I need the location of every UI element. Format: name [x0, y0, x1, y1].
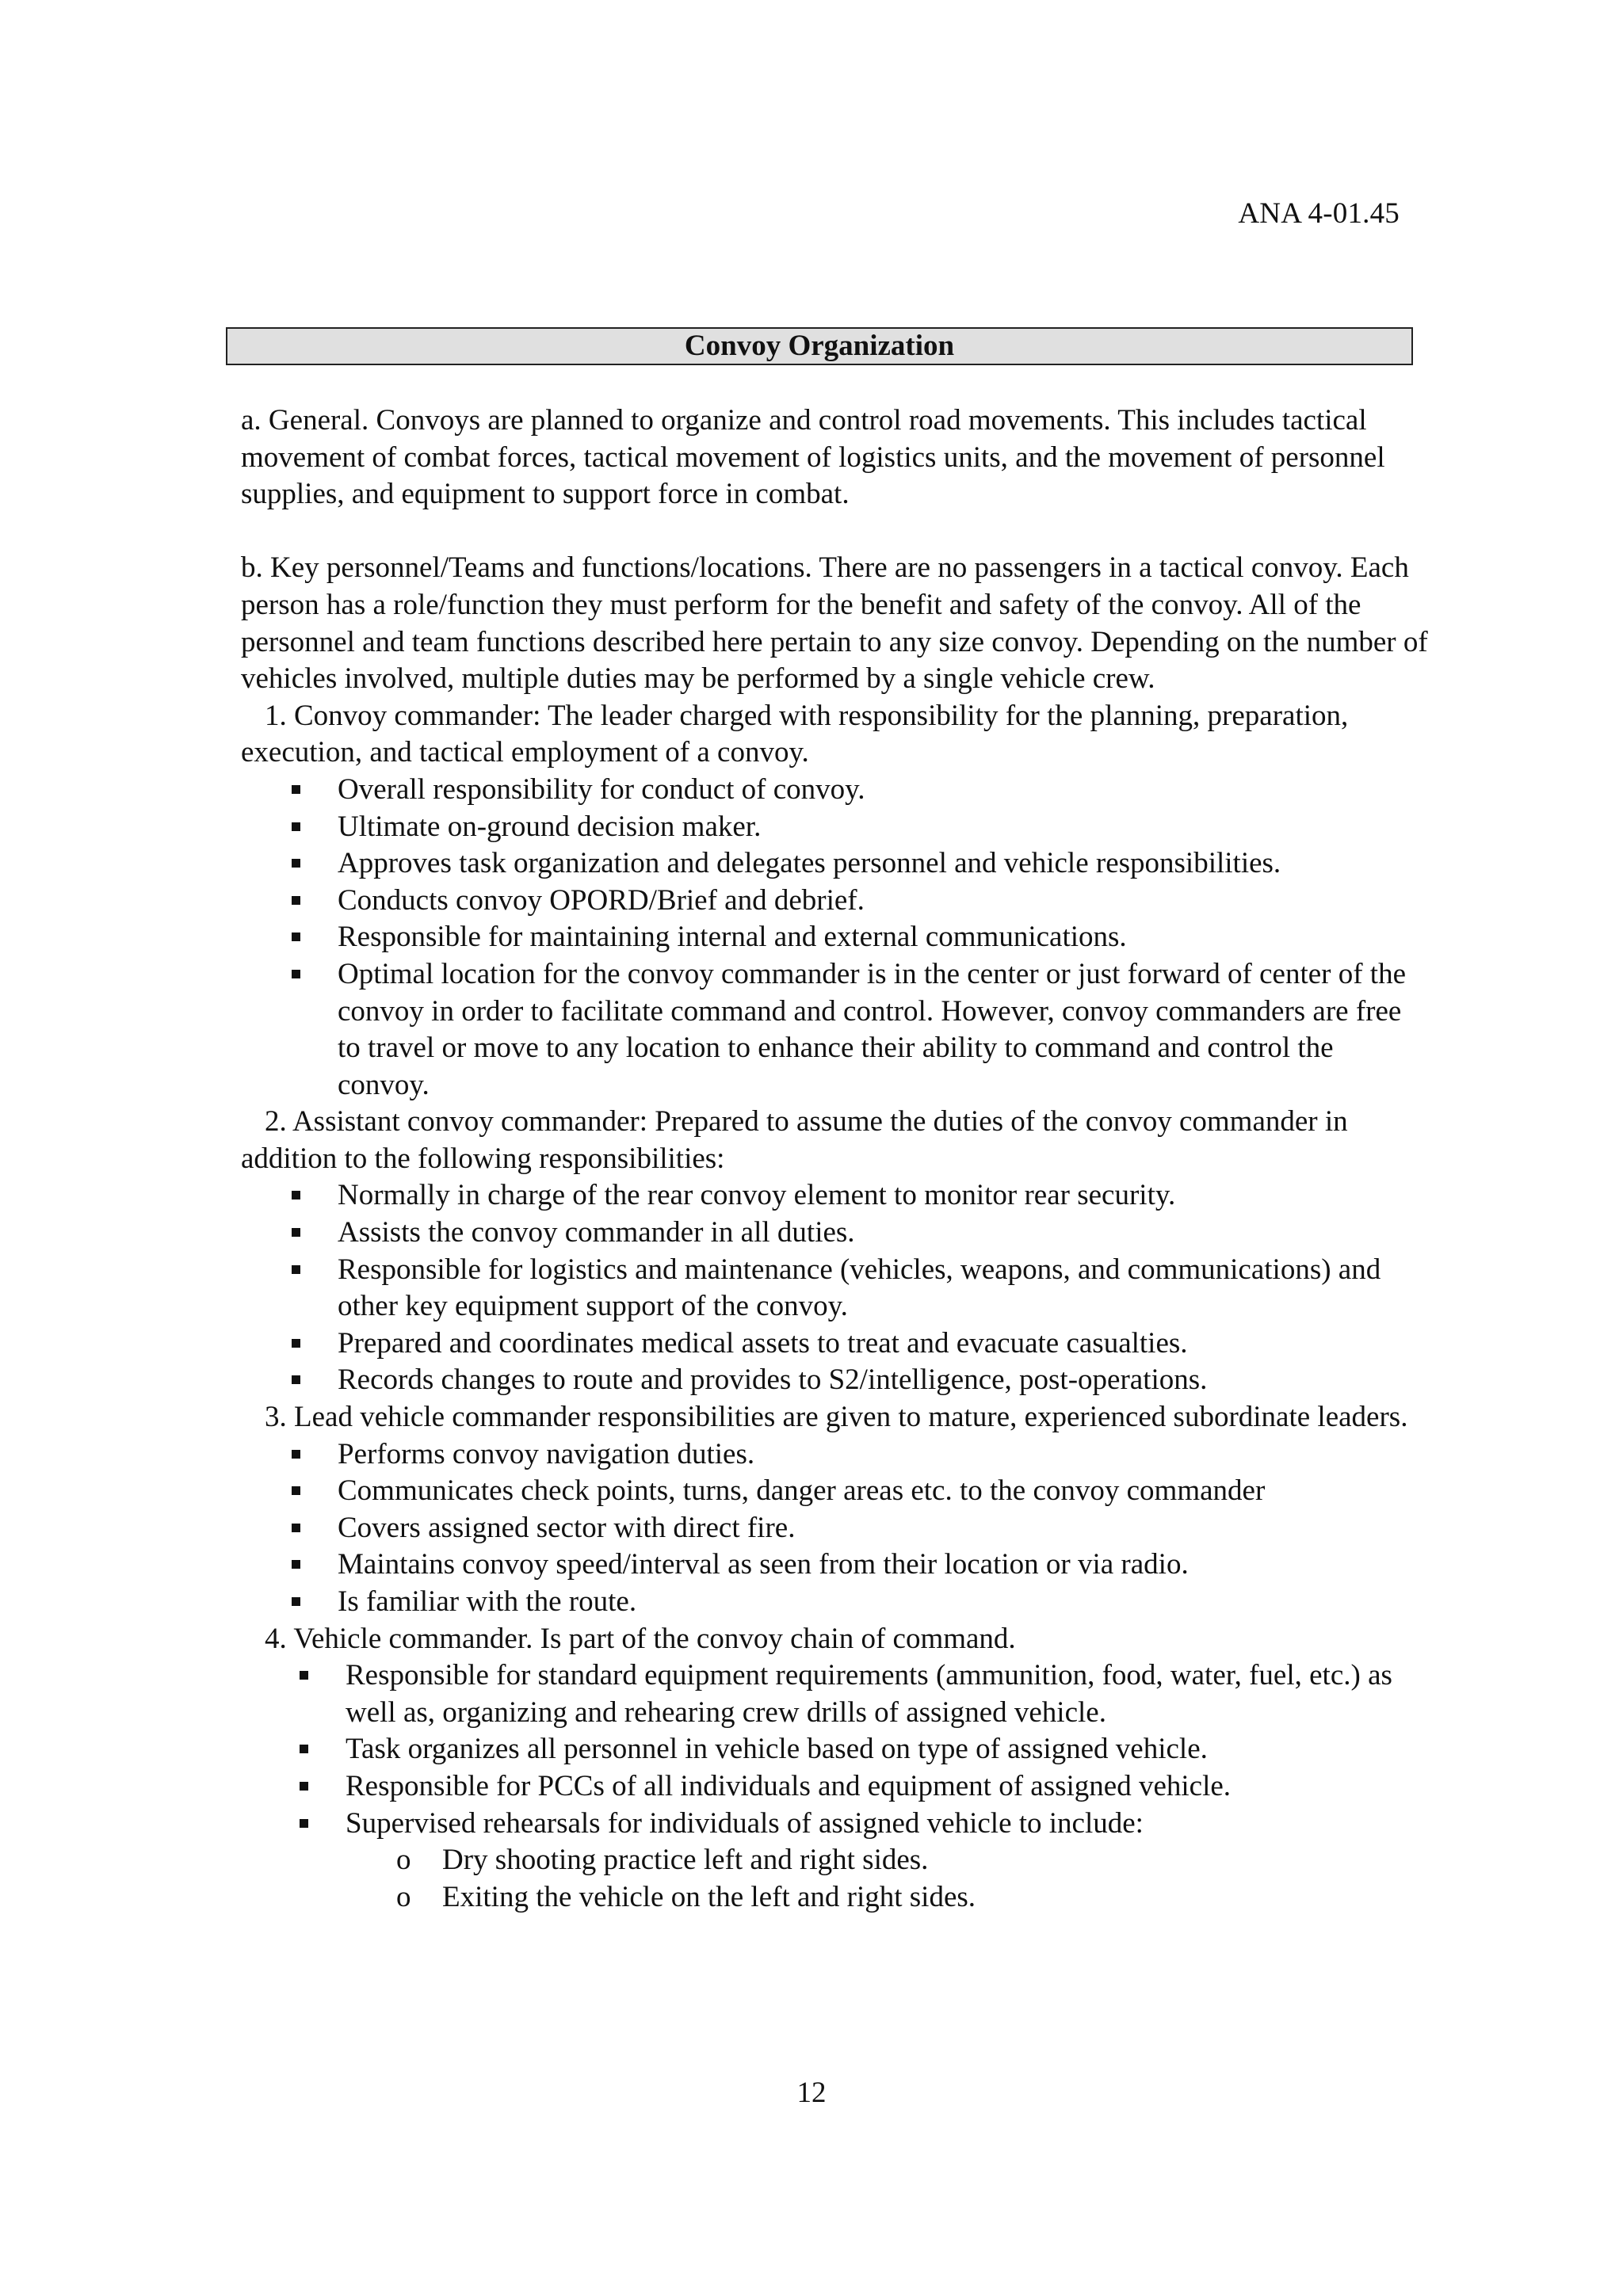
list-item: Assists the convoy commander in all duties.	[241, 1215, 1430, 1252]
paragraph-key-personnel: b. Key personnel/Teams and functions/locations. There are no passengers in a tactical convoy. Each person has a role/function they must perform for the benefit and safety of the convoy. All of the personnel and team functions described here pertain to any size convoy. Depending on the number of vehicles involved, multiple duties may be performed by a single vehicle crew.	[241, 551, 1428, 696]
list-item: Responsible for standard equipment requirements (ammunition, food, water, fuel, etc.) as well as, organizing and rehearing crew drills of assigned vehicle.	[241, 1657, 1430, 1731]
list-item: Ultimate on-ground decision maker.	[241, 809, 1430, 846]
paragraph-general: a. General. Convoys are planned to organize and control road movements. This includes tactical movement of combat forces, tactical movement of logistics units, and the movement of personnel supplies, and equipment to support force in combat.	[241, 404, 1385, 511]
convoy-commander-bullets	[241, 772, 1430, 1104]
item-convoy-commander-heading: 1. Convoy commander: The leader charged with responsibility for the planning, preparation, execution, and tactical employment of a convoy.	[241, 699, 1349, 769]
sub-list-item: o Dry shooting practice left and right sides.	[241, 1842, 1430, 1879]
list-item: Performs convoy navigation duties.	[241, 1436, 1430, 1474]
list-item: Maintains convoy speed/interval as seen from their location or via radio.	[241, 1547, 1430, 1584]
list-item: Records changes to route and provides to S2/intelligence, post-operations.	[241, 1362, 1430, 1399]
list-item: Is familiar with the route.	[241, 1584, 1430, 1621]
list-item: Responsible for maintaining internal and external communications.	[241, 919, 1430, 956]
list-item: Approves task organization and delegates personnel and vehicle responsibilities.	[241, 845, 1430, 883]
list-item: Overall responsibility for conduct of convoy.	[241, 772, 1430, 809]
page-number: 12	[796, 2077, 827, 2109]
list-item: Responsible for PCCs of all individuals and equipment of assigned vehicle.	[241, 1768, 1430, 1806]
list-item: Prepared and coordinates medical assets to treat and evacuate casualties.	[241, 1325, 1430, 1363]
list-item: Normally in charge of the rear convoy element to monitor rear security.	[241, 1177, 1430, 1215]
document-body	[241, 402, 1430, 1916]
item-assistant-convoy-commander-heading: 2. Assistant convoy commander: Prepared to assume the duties of the convoy commander in addition to the following responsibilities:	[241, 1105, 1348, 1175]
sub-list-item: o Exiting the vehicle on the left and right sides.	[241, 1879, 1430, 1917]
rehearsal-sub-bullets	[241, 1842, 1430, 1916]
document-code: ANA 4-01.45	[1238, 197, 1400, 230]
list-item: Supervised rehearsals for individuals of assigned vehicle to include:	[241, 1806, 1430, 1843]
list-item: Covers assigned sector with direct fire.	[241, 1510, 1430, 1547]
paragraph-spacer	[241, 513, 1430, 551]
item-lead-vehicle-commander-heading: 3. Lead vehicle commander responsibilities are given to mature, experienced subordinate leaders.	[265, 1401, 1408, 1434]
list-item: Optimal location for the convoy commander is in the center or just forward of center of the convoy in order to facilitate command and control. However, convoy commanders are free to travel or move to any location to enhance their ability to command and control the convoy.	[241, 956, 1430, 1104]
vehicle-commander-bullets	[241, 1657, 1430, 1842]
list-item: Task organizes all personnel in vehicle based on type of assigned vehicle.	[241, 1731, 1430, 1768]
section-title: Convoy Organization	[226, 327, 1413, 365]
lead-vehicle-commander-bullets	[241, 1436, 1430, 1621]
assistant-convoy-commander-bullets	[241, 1177, 1430, 1399]
item-vehicle-commander-heading: 4. Vehicle commander. Is part of the convoy chain of command.	[265, 1622, 1016, 1655]
list-item: Communicates check points, turns, danger areas etc. to the convoy commander	[241, 1473, 1430, 1510]
list-item: Responsible for logistics and maintenance (vehicles, weapons, and communications) and other key equipment support of the convoy.	[241, 1252, 1430, 1325]
list-item: Conducts convoy OPORD/Brief and debrief.	[241, 883, 1430, 920]
